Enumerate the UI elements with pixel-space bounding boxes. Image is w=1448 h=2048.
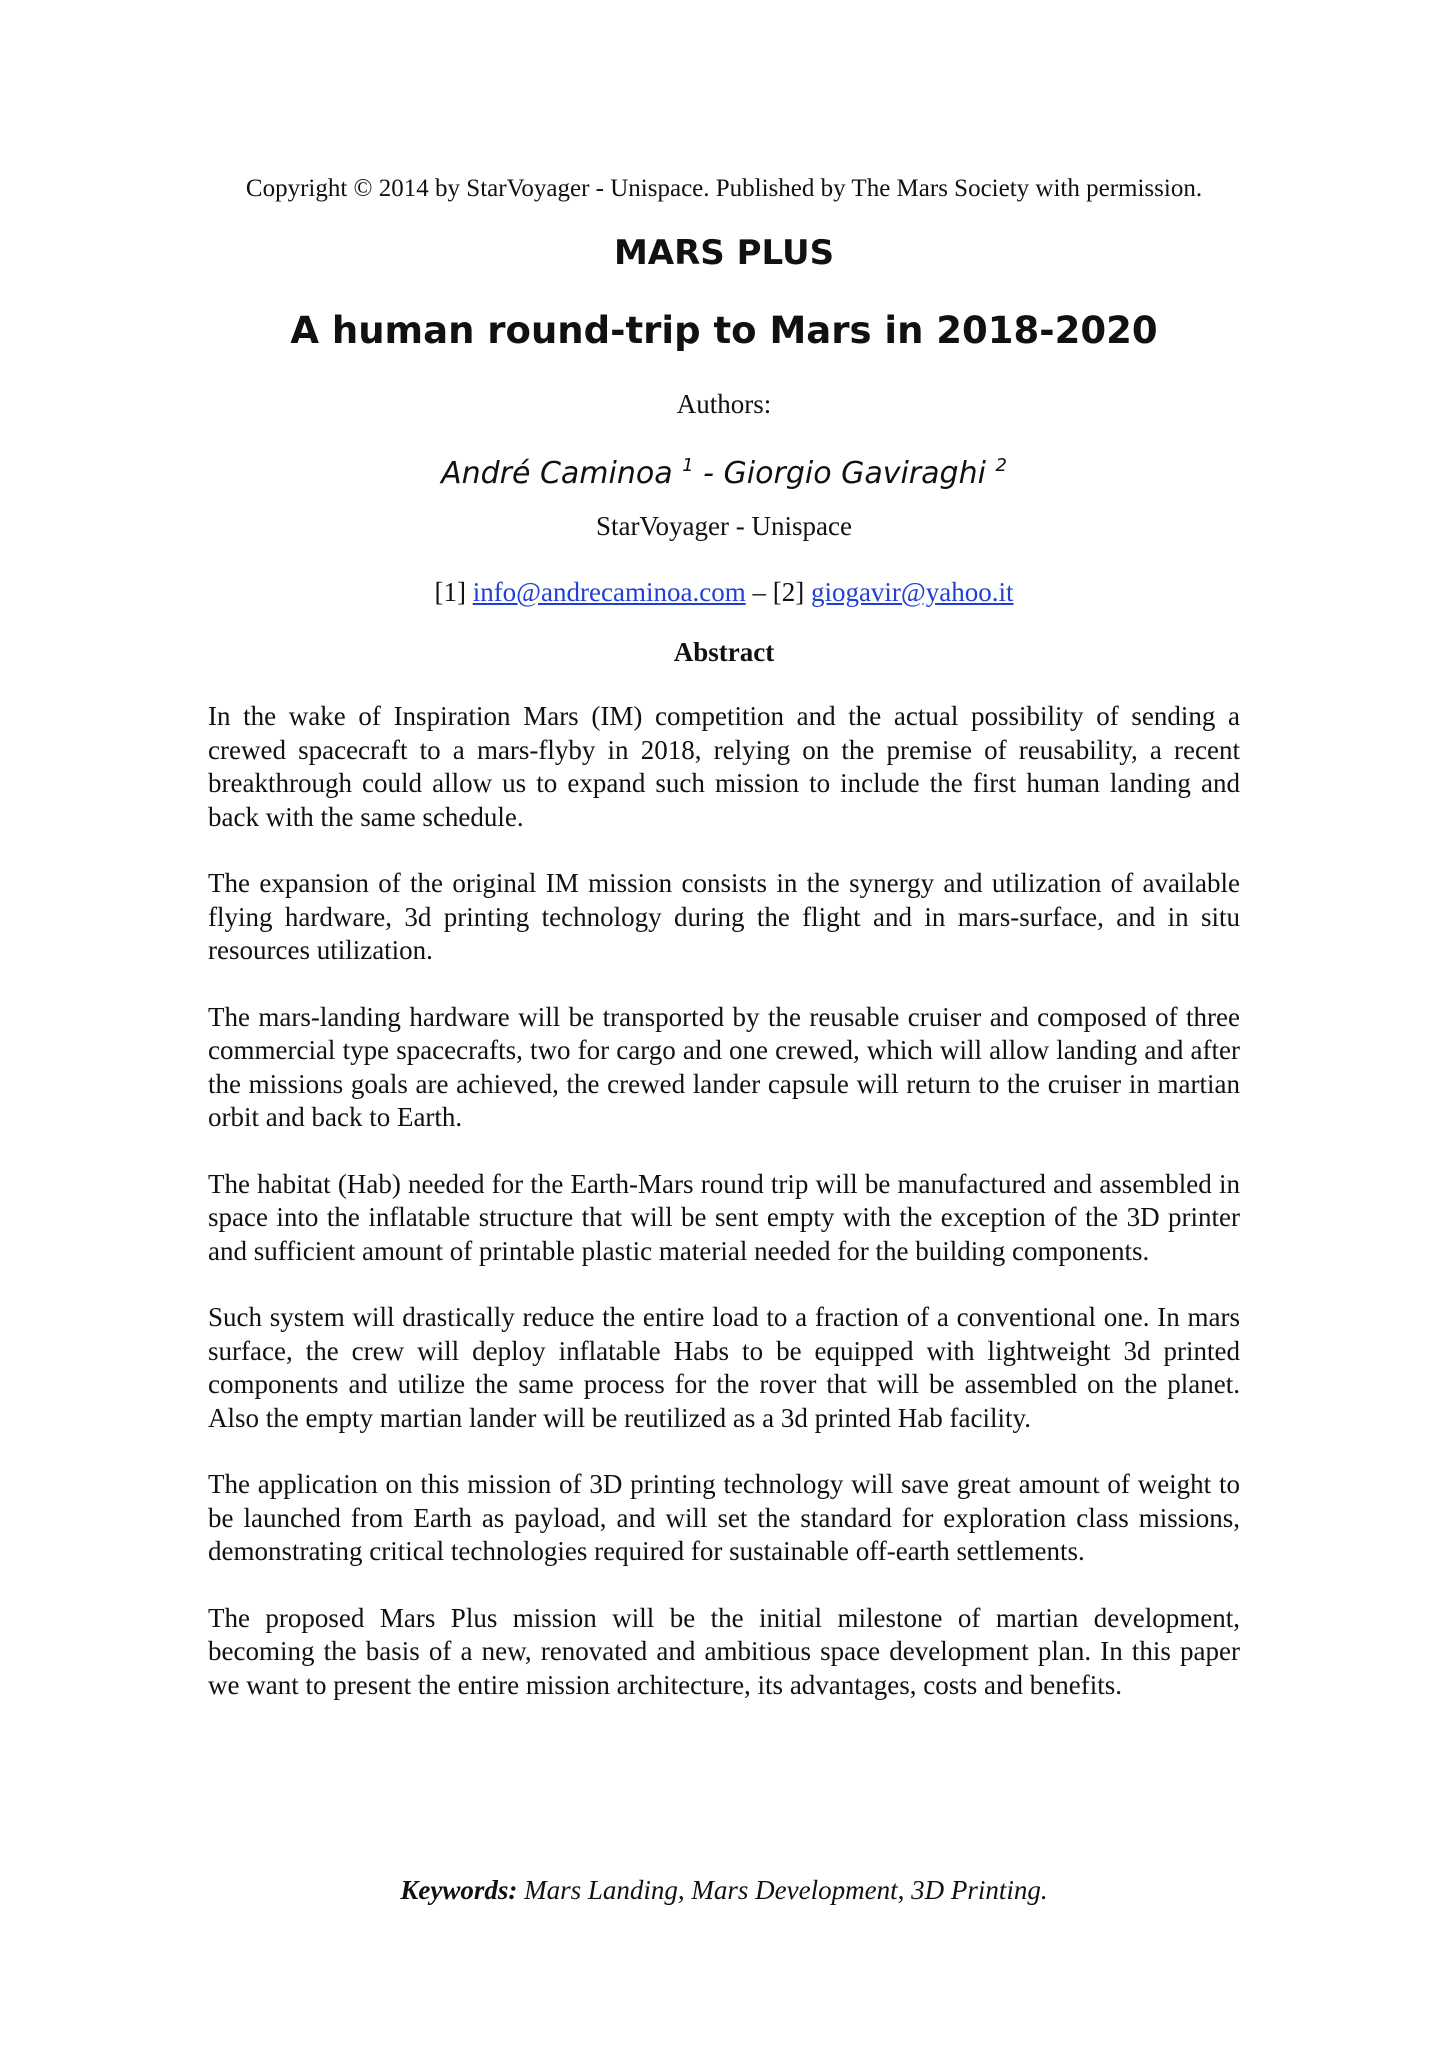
contact-ref-1: [1] xyxy=(434,577,466,607)
abstract-body xyxy=(208,700,1240,1735)
contact-ref-2: [2] xyxy=(772,577,805,607)
abstract-paragraph-7: The proposed Mars Plus mission will be the initial milestone of martian development, becoming the basis of a new, renovated and ambitious space development plan. In this paper we want to present the entire mission architecture, its advantages, costs and benefits. xyxy=(208,1602,1240,1700)
contact-emails xyxy=(0,574,1448,610)
abstract-paragraph-3: The mars-landing hardware will be transported by the reusable cruiser and composed of three commercial type spacecrafts, two for cargo and one crewed, which will allow landing and after the missions goals are achieved, the crewed lander capsule will return to the cruiser in martian orbit and back to Earth. xyxy=(208,1001,1240,1132)
author-names xyxy=(0,454,1448,494)
authors-label: Authors: xyxy=(676,389,772,419)
author-1-ref: 1 xyxy=(682,455,694,476)
author-1-name: André Caminoa xyxy=(441,456,673,491)
abstract-paragraph-1: In the wake of Inspiration Mars (IM) competition and the actual possibility of sending a crewed spacecraft to a mars-flyby in 2018, relying on the premise of reusability, a recent breakthrough could allow us to expand such mission to include the first human landing and back with the same schedule. xyxy=(208,701,1240,832)
author-2-ref: 2 xyxy=(995,455,1007,476)
keywords-text: Mars Landing, Mars Development, 3D Printing. xyxy=(524,1875,1048,1905)
abstract-paragraph-5: Such system will drastically reduce the entire load to a fraction of a conventional one. In mars surface, the crew will deploy inflatable Habs to be equipped with lightweight 3d printed components and utilize the same process for the rover that will be assembled on the planet. Also the empty martian lander will be reutilized as a 3d printed Hab facility. xyxy=(208,1302,1240,1433)
copyright-notice: Copyright © 2014 by StarVoyager - Unispace. Published by The Mars Society with permission. xyxy=(245,175,1203,202)
email-link-2[interactable]: giogavir@yahoo.it xyxy=(810,577,1014,607)
author-2-name: Giorgio Gaviraghi xyxy=(723,456,986,491)
paper-subtitle: A human round-trip to Mars in 2018-2020 xyxy=(290,309,1158,352)
keywords-line xyxy=(0,1872,1448,1908)
contact-dash: – xyxy=(752,577,766,607)
abstract-heading: Abstract xyxy=(673,637,775,667)
abstract-paragraph-4: The habitat (Hab) needed for the Earth-Mars round trip will be manufactured and assembled in space into the inflatable structure that will be sent empty with the exception of the 3D printer and sufficient amount of printable plastic material needed for the building components. xyxy=(208,1168,1240,1266)
keywords-label: Keywords: xyxy=(400,1875,518,1905)
author-separator: - xyxy=(703,456,724,491)
affiliation: StarVoyager - Unispace xyxy=(596,511,852,541)
paper-title: MARS PLUS xyxy=(613,233,835,273)
abstract-paragraph-6: The application on this mission of 3D printing technology will save great amount of weight to be launched from Earth as payload, and will set the standard for exploration class missions, demonstrating critical technologies required for sustainable off-earth settlements. xyxy=(208,1469,1240,1566)
email-link-1[interactable]: info@andrecaminoa.com xyxy=(472,577,746,607)
abstract-paragraph-2: The expansion of the original IM mission consists in the synergy and utilization of available flying hardware, 3d printing technology during the flight and in mars-surface, and in situ resources utilization. xyxy=(208,868,1240,965)
